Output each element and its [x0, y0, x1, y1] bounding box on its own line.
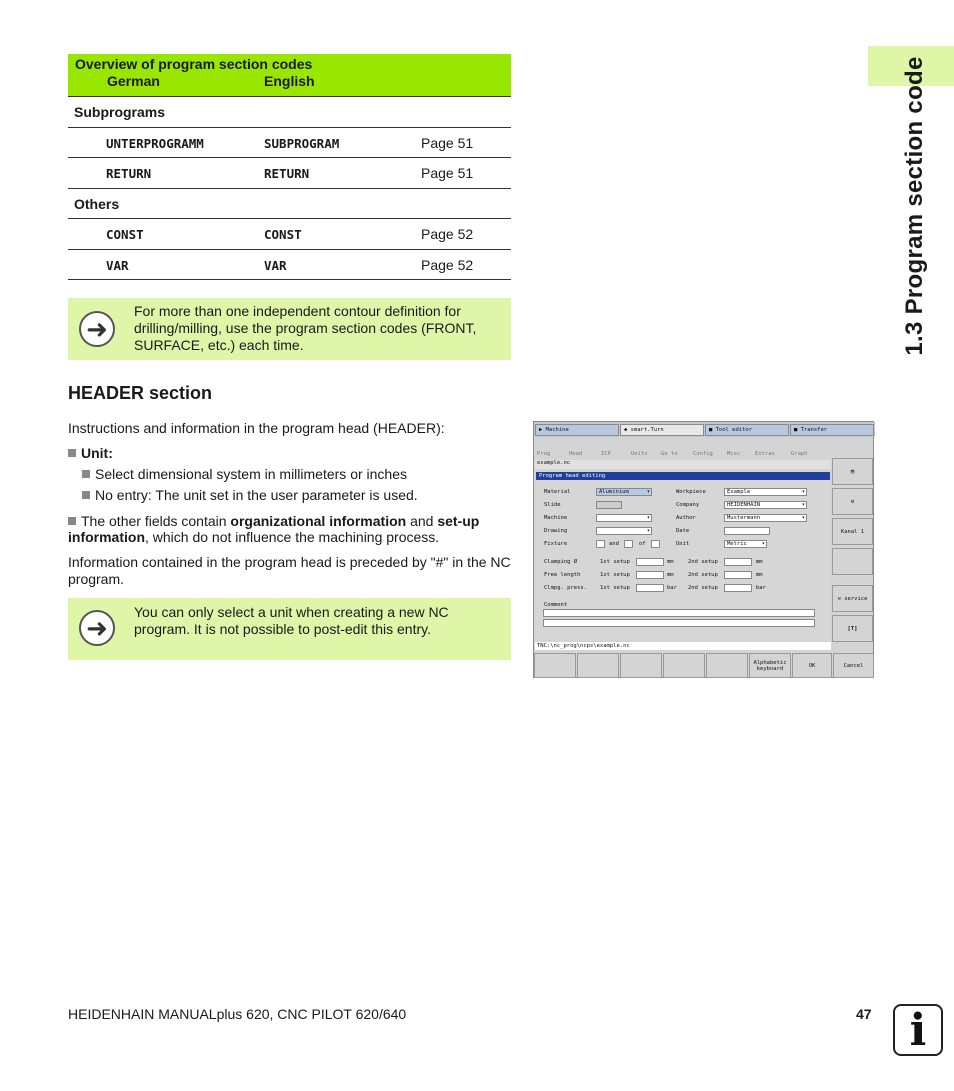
- author-select[interactable]: Mustermann ▾: [724, 514, 807, 522]
- clamping-setup2-field[interactable]: [724, 558, 752, 566]
- softkey-kanal[interactable]: Kanal 1: [832, 518, 873, 545]
- form-title: Program head editing: [536, 472, 830, 480]
- material-select[interactable]: Aluminium ▾: [596, 488, 652, 496]
- program-head-form: Material Aluminium ▾ Slide Machine ▾ Drawing ▾ Fixture and of Workpiece Example ▾ Company HEIDENHAIN ▾ Author Mustermann ▾ Date Unit Metric ▾ Clamping Ø 1st setup mm 2nd setup mm Free length 1st setup mm 2nd setup mm Clmpg. press. 1st setup bar 2nd setup bar Comment: [536, 480, 830, 640]
- tab-tool-editor[interactable]: ■ Tool editor: [705, 424, 789, 436]
- press-setup2-field[interactable]: [724, 584, 752, 592]
- softkey-4[interactable]: [663, 653, 705, 678]
- tab-transfer[interactable]: ■ Transfer: [790, 424, 874, 436]
- note-box-2: ➜ You can only select a unit when creating a new NC program. It is not possible to post-edit this entry.: [68, 598, 511, 660]
- bullet-square-icon: [82, 491, 90, 499]
- clamping-setup1-field[interactable]: [636, 558, 664, 566]
- softkey-view[interactable]: ▤: [832, 458, 873, 485]
- menu-icp[interactable]: ICP: [601, 451, 611, 457]
- press-setup1-field[interactable]: [636, 584, 664, 592]
- table-row: UNTERPROGRAMM SUBPROGRAM Page 51: [68, 127, 511, 158]
- menu-config[interactable]: Config: [693, 451, 713, 457]
- footer-text: HEIDENHAIN MANUALplus 620, CNC PILOT 620/640: [68, 1006, 407, 1022]
- menu-goto[interactable]: Go to: [661, 451, 678, 457]
- file-path: TNC:\nc_prog\ncps\example.nc: [535, 642, 831, 650]
- arrow-right-icon: ➜: [79, 311, 115, 347]
- arrow-right-icon: ➜: [79, 610, 115, 646]
- softkey-1[interactable]: [534, 653, 576, 678]
- sub-bullet-1: Select dimensional system in millimeters or inches: [82, 466, 407, 482]
- wrench-icon: ⚒: [837, 595, 841, 602]
- info-icon: i: [893, 1004, 943, 1056]
- menu-prog[interactable]: Prog: [537, 451, 551, 457]
- company-select[interactable]: HEIDENHAIN ▾: [724, 501, 807, 509]
- menu-misc[interactable]: Misc: [727, 451, 741, 457]
- date-field[interactable]: [724, 527, 770, 535]
- file-tab[interactable]: example.nc: [535, 460, 831, 469]
- menu-units[interactable]: Units: [631, 451, 648, 457]
- table-header: [68, 54, 511, 96]
- softkey-empty[interactable]: [832, 548, 873, 575]
- table-row: RETURN RETURN Page 51: [68, 157, 511, 188]
- col-german: German: [107, 73, 160, 89]
- softkey-tool[interactable]: ⚙: [832, 488, 873, 515]
- softkey-t-icon[interactable]: [T]: [832, 615, 873, 642]
- comment-field-2[interactable]: [543, 619, 815, 627]
- bullet-square-icon: [68, 449, 76, 457]
- table-row: VAR VAR Page 52: [68, 249, 511, 280]
- bullet-other-fields: The other fields contain organizational information and set-up information, which do not influence the machining process.: [68, 513, 480, 545]
- softkey-3[interactable]: [620, 653, 662, 678]
- table-row: CONST CONST Page 52: [68, 218, 511, 249]
- control-screenshot: [533, 421, 874, 678]
- workpiece-select[interactable]: Example ▾: [724, 488, 807, 496]
- section-heading: HEADER section: [68, 383, 213, 403]
- section-row: Others: [68, 188, 511, 219]
- softkey-2[interactable]: [577, 653, 619, 678]
- table-title: Overview of program section codes: [75, 56, 313, 72]
- horizontal-softkeys: [534, 653, 875, 678]
- sub-bullet-2: No entry: The unit set in the user parameter is used.: [82, 487, 418, 503]
- free-setup1-field[interactable]: [636, 571, 664, 579]
- page-number: 47: [856, 1006, 872, 1022]
- drawing-select[interactable]: [596, 527, 652, 535]
- softkey-5[interactable]: [706, 653, 748, 678]
- alphabetic-keyboard-button[interactable]: Alphabetic keyboard: [749, 653, 791, 678]
- unit-select[interactable]: Metric ▾: [724, 540, 767, 548]
- menu-head[interactable]: Head: [569, 451, 583, 457]
- bullet-square-icon: [82, 470, 90, 478]
- fixture-field[interactable]: [596, 540, 605, 548]
- tab-machine[interactable]: ▶ Machine: [535, 424, 619, 436]
- menu-bar: [535, 450, 831, 460]
- note-box-1: ➜ For more than one independent contour definition for drilling/milling, use the program section codes (FRONT, SURFACE, etc.) each time.: [68, 298, 511, 360]
- free-setup2-field[interactable]: [724, 571, 752, 579]
- menu-graph[interactable]: Graph: [791, 451, 808, 457]
- chapter-title: 1.3 Program section code: [901, 56, 928, 356]
- machine-select[interactable]: [596, 514, 652, 522]
- bullet-unit: Unit:: [68, 445, 113, 461]
- fixture-and-field[interactable]: [624, 540, 633, 548]
- comment-field-1[interactable]: [543, 609, 815, 617]
- screen-tabs: [534, 422, 875, 437]
- slide-field[interactable]: [596, 501, 622, 509]
- cancel-button[interactable]: Cancel: [833, 653, 874, 678]
- softkey-service[interactable]: ⚒ service: [832, 585, 873, 612]
- header-info-text: Information contained in the program head is preceded by "#" in the NC program.: [68, 554, 511, 587]
- section-row: Subprograms: [68, 96, 511, 127]
- menu-extras[interactable]: Extras: [755, 451, 775, 457]
- bullet-square-icon: [68, 517, 76, 525]
- fixture-of-field[interactable]: [651, 540, 660, 548]
- ok-button[interactable]: OK: [792, 653, 832, 678]
- overview-table: [68, 54, 511, 280]
- intro-text: Instructions and information in the program head (HEADER):: [68, 420, 445, 436]
- tab-smart-turn[interactable]: ◆ smart.Turn: [620, 424, 704, 436]
- col-english: English: [264, 73, 315, 89]
